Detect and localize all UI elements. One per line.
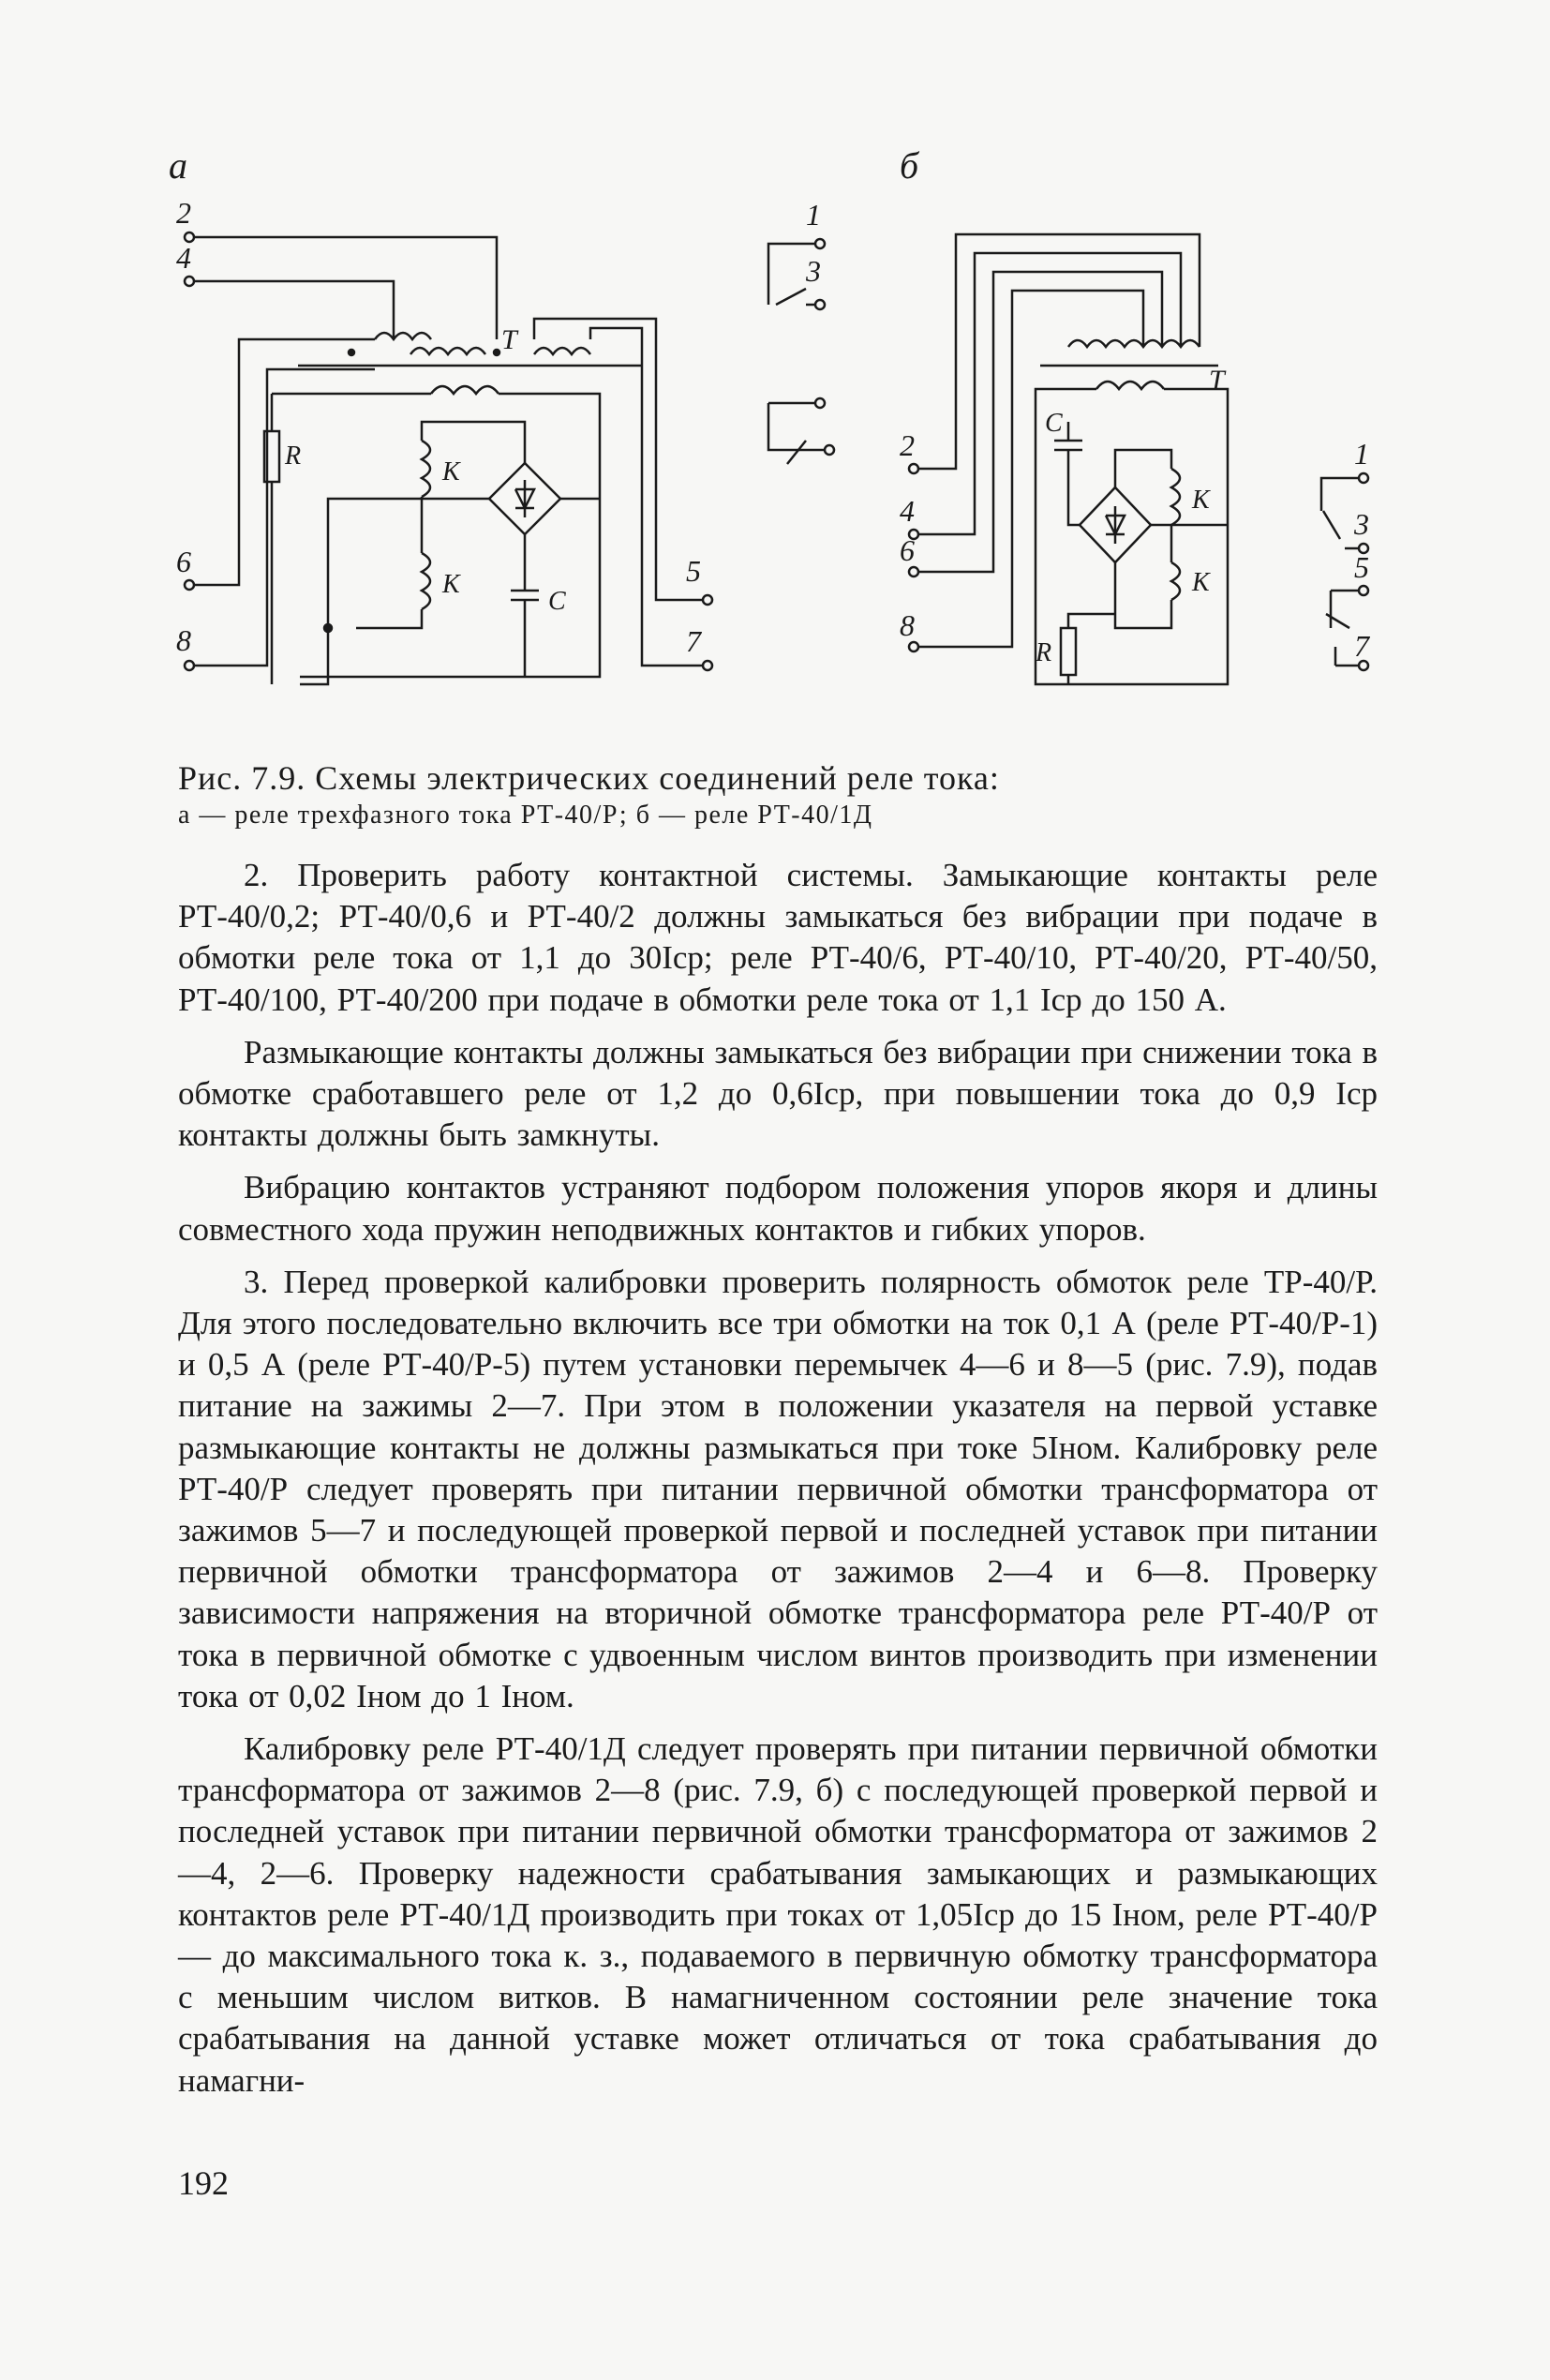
paragraph-3: Вибрацию контактов устраняют подбором положения упоров якоря и длины совместного хода пружин неподвижных контактов и гибких упоров.	[178, 1169, 1378, 1248]
coil-k-label-a1: К	[442, 457, 460, 486]
terminal-a-2: 2	[176, 196, 191, 230]
transformer-t-label-b: Т	[1209, 365, 1225, 396]
diagram-b-label: б	[900, 144, 919, 187]
terminal-a-4: 4	[176, 241, 191, 275]
caption-subtitle: а — реле трехфазного тока РТ-40/Р; б — реле РТ-40/1Д	[178, 801, 873, 830]
capacitor-c-label-b: С	[1045, 409, 1063, 438]
coil-k-label-a2: К	[442, 570, 460, 599]
diagram-a	[169, 144, 834, 684]
terminal-b-7: 7	[1354, 629, 1369, 663]
terminal-a-7: 7	[686, 624, 701, 658]
terminal-b-2: 2	[900, 428, 915, 462]
terminal-a-8: 8	[176, 623, 191, 657]
resistor-r-label-b: R	[1036, 638, 1052, 667]
transformer-t-label-a: Т	[501, 324, 517, 355]
terminal-b-4: 4	[900, 494, 915, 528]
capacitor-c-label-a: С	[548, 587, 566, 616]
paragraph-4: 3. Перед проверкой калибровки проверить полярность обмоток реле ТР-40/Р. Для этого последовательно включить все три обмотки на ток 0,1 А (реле РТ-40/Р-1) и 0,5 А (реле РТ-40/Р-5) путем установки перемычек 4—6 и 8—5 (рис. 7.9), подав питание на зажимы 2—7. При этом в положении указателя на первой уставке размыкающие контакты не должны размыкаться при токе 5Iном. Калибровку реле РТ-40/Р следует проверять при питании первичной обмотки трансформатора от зажимов 5—7 и последующей проверкой первой и последней уставок при питании первичной обмотки трансформатора от зажимов 2—4 и 6—8. Проверку зависимости напряжения на вторичной обмотке трансформатора реле РТ-40/Р от тока в первичной обмотке с удвоенным числом винтов производить при изменении тока от 0,02 Iном до 1 Iном.	[178, 1263, 1378, 1714]
paragraph-5: Калибровку реле РТ-40/1Д следует проверять при питании первичной обмотки трансформатора от зажимов 2—8 (рис. 7.9, б) с последующей проверкой первой и последней уставок при питании первичной обмотки трансформатора от зажимов 2—4, 2—6. Проверку надежности срабатывания замыкающих и размыкающих контактов реле РТ-40/1Д производить при токах от 1,05Iср до 15 Iном, реле РТ-40/Р — до максимального тока к. з., подаваемого в первичную обмотку трансформатора с меньшим числом витков. В намагниченном состоянии реле значение тока срабатывания на данной уставке может отличаться от тока срабатывания до намагни-	[178, 1730, 1378, 2099]
terminal-b-3: 3	[1354, 507, 1369, 541]
terminal-b-5: 5	[1354, 550, 1369, 584]
diagram-b	[900, 144, 1371, 684]
paragraph-2: Размыкающие контакты должны замыкаться без вибрации при снижении тока в обмотке сработавшего реле от 1,2 до 0,6Iср, при повышении тока до 0,9 Iср контакты должны быть замкнуты.	[178, 1033, 1378, 1154]
body-text	[178, 855, 1378, 2113]
terminal-b-1: 1	[1354, 437, 1369, 471]
coil-k-label-b2: К	[1192, 568, 1210, 597]
terminal-a-6: 6	[176, 545, 191, 578]
figure-caption	[178, 757, 1378, 832]
resistor-r-label-a: R	[285, 442, 302, 471]
diagram-a-label: а	[169, 144, 187, 187]
circuit-diagram-figure	[169, 141, 1424, 741]
terminal-a-3: 3	[806, 254, 821, 288]
terminal-b-8: 8	[900, 608, 915, 642]
terminal-a-1: 1	[806, 198, 821, 232]
coil-k-label-b1: К	[1192, 486, 1210, 515]
caption-title: Рис. 7.9. Схемы электрических соединений реле тока:	[178, 759, 1000, 797]
terminal-b-6: 6	[900, 533, 915, 567]
terminal-a-5: 5	[686, 554, 701, 588]
paragraph-1: 2. Проверить работу контактной системы. Замыкающие контакты реле РТ-40/0,2; РТ-40/0,6 и РТ-40/2 должны замыкаться без вибрации при подаче в обмотки реле тока от 1,1 до 30Iср; реле РТ-40/6, РТ-40/10, РТ-40/20, РТ-40/50, РТ-40/100, РТ-40/200 при подаче в обмотки реле тока от 1,1 Iср до 150 А.	[178, 857, 1378, 1018]
page-number: 192	[178, 2164, 229, 2202]
